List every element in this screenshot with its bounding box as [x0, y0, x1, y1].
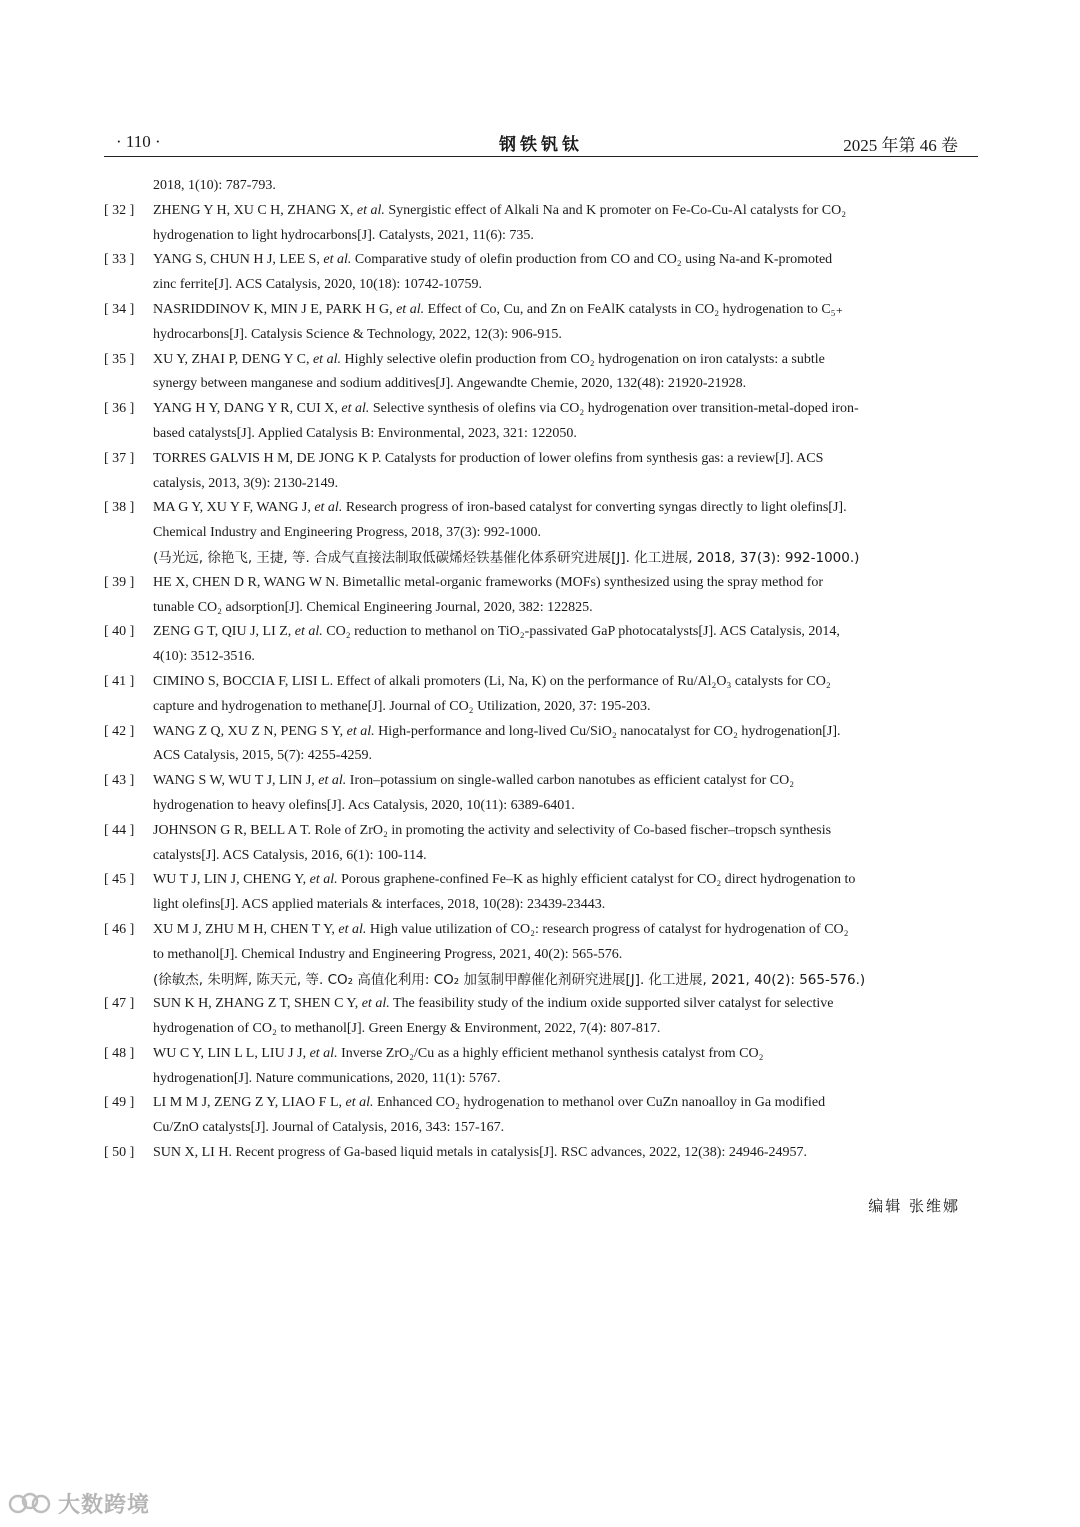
reference-text	[153, 1141, 978, 1166]
reference-line: Chemical Industry and Engineering Progress, 2018, 37(3): 992-1000.	[153, 525, 542, 541]
reference-text	[153, 571, 978, 621]
reference-item	[104, 199, 978, 249]
reference-line: based catalysts[J]. Applied Catalysis B: Environmental, 2023, 321: 122050.	[153, 425, 577, 441]
reference-line: (徐敏杰, 朱明辉, 陈天元, 等. CO₂ 高值化利用: CO₂ 加氢制甲醇催化剂研究进展[J]. 化工进展, 2021, 40(2): 565-576.)	[153, 971, 866, 988]
watermark-logo-icon	[8, 1489, 52, 1519]
reference-number: [ 49 ]	[104, 1095, 135, 1111]
reference-item	[104, 670, 978, 720]
reference-item	[104, 447, 978, 497]
reference-item	[104, 298, 978, 348]
reference-text	[153, 992, 978, 1042]
reference-text	[153, 819, 978, 869]
editor-credit: 编辑 张维娜	[868, 1197, 960, 1215]
reference-line: ACS Catalysis, 2015, 5(7): 4255-4259.	[153, 748, 372, 764]
reference-number: [ 44 ]	[104, 822, 135, 838]
reference-line: SUN X, LI H. Recent progress of Ga-based liquid metals in catalysis[J]. RSC advances, 2022, 12(38): 24946-24957.	[153, 1145, 807, 1161]
reference-number: [ 38 ]	[104, 500, 135, 516]
reference-number: [ 41 ]	[104, 673, 135, 689]
reference-number: [ 47 ]	[104, 996, 135, 1012]
reference-line: ZENG G T, QIU J, LI Z, et al. CO₂ reduction to methanol on TiO₂-passivated GaP photocatalysts[J]. ACS Catalysis, 2014,	[153, 624, 840, 640]
reference-line: hydrogenation of CO₂ to methanol[J]. Green Energy & Environment, 2022, 7(4): 807-817.	[153, 1021, 661, 1037]
reference-number: [ 39 ]	[104, 574, 135, 590]
reference-line: ZHENG Y H, XU C H, ZHANG X, et al. Synergistic effect of Alkali Na and K promoter on Fe-Co-Cu-Al catalysts for CO₂	[153, 202, 847, 218]
page-header	[104, 126, 978, 157]
reference-text	[153, 1091, 978, 1141]
page-number: · 110 ·	[116, 132, 161, 151]
reference-line: hydrogenation[J]. Nature communications, 2020, 11(1): 5767.	[153, 1070, 501, 1086]
reference-item	[104, 720, 978, 770]
reference-number: [ 42 ]	[104, 723, 135, 739]
reference-item	[104, 1141, 978, 1166]
reference-line: WANG S W, WU T J, LIN J, et al. Iron–potassium on single-walled carbon nanotubes as efficient catalyst for CO₂	[153, 773, 795, 789]
reference-line: tunable CO₂ adsorption[J]. Chemical Engineering Journal, 2020, 382: 122825.	[153, 599, 593, 615]
reference-line: LI M M J, ZENG Z Y, LIAO F L, et al. Enhanced CO₂ hydrogenation to methanol over CuZn nanoalloy in Ga modified	[153, 1095, 826, 1111]
reference-text	[153, 1042, 978, 1092]
reference-line: YANG S, CHUN H J, LEE S, et al. Comparative study of olefin production from CO and CO₂ using Na-and K-promoted	[153, 252, 833, 268]
reference-line: to methanol[J]. Chemical Industry and Engineering Progress, 2021, 40(2): 565-576.	[153, 946, 623, 962]
reference-line: WU T J, LIN J, CHENG Y, et al. Porous graphene-confined Fe–K as highly efficient catalyst for CO₂ direct hydrogenation to	[153, 872, 856, 888]
reference-line: MA G Y, XU Y F, WANG J, et al. Research progress of iron-based catalyst for converting syngas directly to light olefins[J].	[153, 500, 847, 516]
reference-text	[153, 670, 978, 720]
reference-number: [ 37 ]	[104, 450, 135, 466]
reference-item	[104, 397, 978, 447]
reference-text	[153, 397, 978, 447]
reference-line: hydrogenation to heavy olefins[J]. Acs Catalysis, 2020, 10(11): 6389-6401.	[153, 797, 575, 813]
reference-number: [ 32 ]	[104, 202, 135, 218]
reference-number: [ 46 ]	[104, 921, 135, 937]
reference-line: JOHNSON G R, BELL A T. Role of ZrO₂ in promoting the activity and selectivity of Co-based fischer–tropsch synthesis	[153, 822, 832, 838]
reference-item	[104, 819, 978, 869]
reference-text	[153, 348, 978, 398]
reference-line: CIMINO S, BOCCIA F, LISI L. Effect of alkali promoters (Li, Na, K) on the performance of Ru/Al₂O₃ catalysts for CO₂	[153, 673, 831, 689]
reference-number: [ 50 ]	[104, 1145, 135, 1161]
reference-line: light olefins[J]. ACS applied materials & interfaces, 2018, 10(28): 23439-23443.	[153, 897, 606, 913]
reference-line: SUN K H, ZHANG Z T, SHEN C Y, et al. The feasibility study of the indium oxide supported silver catalyst for selective	[153, 996, 834, 1012]
reference-item	[104, 496, 978, 570]
reference-line: (马光远, 徐艳飞, 王捷, 等. 合成气直接法制取低碳烯烃铁基催化体系研究进展[J]. 化工进展, 2018, 37(3): 992-1000.)	[153, 549, 860, 566]
reference-text	[153, 248, 978, 298]
reference-number: [ 36 ]	[104, 401, 135, 417]
reference-line: YANG H Y, DANG Y R, CUI X, et al. Selective synthesis of olefins via CO₂ hydrogenation over transition-metal-doped iron-	[153, 401, 859, 417]
reference-item	[104, 248, 978, 298]
reference-number: [ 34 ]	[104, 301, 135, 317]
reference-item	[104, 1091, 978, 1141]
reference-text	[153, 496, 978, 570]
reference-line: hydrocarbons[J]. Catalysis Science & Technology, 2022, 12(3): 906-915.	[153, 326, 562, 342]
watermark	[8, 1488, 150, 1519]
reference-text	[153, 298, 978, 348]
reference-text	[153, 868, 978, 918]
reference-line: synergy between manganese and sodium additives[J]. Angewandte Chemie, 2020, 132(48): 21920-21928.	[153, 376, 747, 392]
reference-text	[153, 918, 978, 992]
reference-text	[153, 447, 978, 497]
reference-number: [ 33 ]	[104, 252, 135, 268]
reference-line: catalysts[J]. ACS Catalysis, 2016, 6(1): 100-114.	[153, 847, 427, 863]
reference-number: [ 45 ]	[104, 872, 135, 888]
reference-continuation: 2018, 1(10): 787-793.	[153, 178, 276, 193]
reference-item	[104, 348, 978, 398]
reference-item	[104, 918, 978, 992]
reference-item	[104, 571, 978, 621]
reference-line: TORRES GALVIS H M, DE JONG K P. Catalysts for production of lower olefins from synthesis gas: a review[J]. ACS	[153, 450, 824, 466]
watermark-text: 大数跨境	[58, 1493, 151, 1518]
reference-item	[104, 1042, 978, 1092]
reference-number: [ 43 ]	[104, 773, 135, 789]
reference-item	[104, 769, 978, 819]
reference-number: [ 35 ]	[104, 351, 135, 367]
reference-item	[104, 868, 978, 918]
reference-line: WANG Z Q, XU Z N, PENG S Y, et al. High-performance and long-lived Cu/SiO₂ nanocatalyst for CO₂ hydrogenation[J].	[153, 723, 841, 739]
reference-line: WU C Y, LIN L L, LIU J J, et al. Inverse ZrO₂/Cu as a highly efficient methanol synthesis catalyst from CO₂	[153, 1045, 764, 1061]
reference-line: XU Y, ZHAI P, DENG Y C, et al. Highly selective olefin production from CO₂ hydrogenation on iron catalysts: a subtle	[153, 351, 825, 367]
volume-info: 2025 年第 46 卷	[843, 136, 958, 155]
reference-line: catalysis, 2013, 3(9): 2130-2149.	[153, 475, 339, 491]
journal-title: 钢铁钒钛	[499, 135, 583, 155]
reference-line: HE X, CHEN D R, WANG W N. Bimetallic metal-organic frameworks (MOFs) synthesized using the spray method for	[153, 574, 824, 590]
reference-line: hydrogenation to light hydrocarbons[J]. Catalysts, 2021, 11(6): 735.	[153, 227, 534, 243]
reference-item	[104, 620, 978, 670]
reference-line: Cu/ZnO catalysts[J]. Journal of Catalysis, 2016, 343: 157-167.	[153, 1120, 505, 1136]
reference-line: 4(10): 3512-3516.	[153, 649, 255, 665]
reference-line: XU M J, ZHU M H, CHEN T Y, et al. High value utilization of CO₂: research progress of catalyst for hydrogenation of CO₂	[153, 921, 849, 937]
reference-list	[104, 174, 978, 1166]
reference-text	[153, 720, 978, 770]
reference-text	[153, 620, 978, 670]
reference-line: zinc ferrite[J]. ACS Catalysis, 2020, 10(18): 10742-10759.	[153, 277, 482, 293]
reference-item	[104, 992, 978, 1042]
reference-line: capture and hydrogenation to methane[J]. Journal of CO₂ Utilization, 2020, 37: 195-203.	[153, 698, 651, 714]
reference-text	[153, 199, 978, 249]
reference-number: [ 40 ]	[104, 624, 135, 640]
reference-number: [ 48 ]	[104, 1045, 135, 1061]
reference-text	[153, 769, 978, 819]
reference-line: NASRIDDINOV K, MIN J E, PARK H G, et al. Effect of Co, Cu, and Zn on FeAlK catalysts in CO₂ hydrogenation to C₅₊	[153, 301, 844, 317]
